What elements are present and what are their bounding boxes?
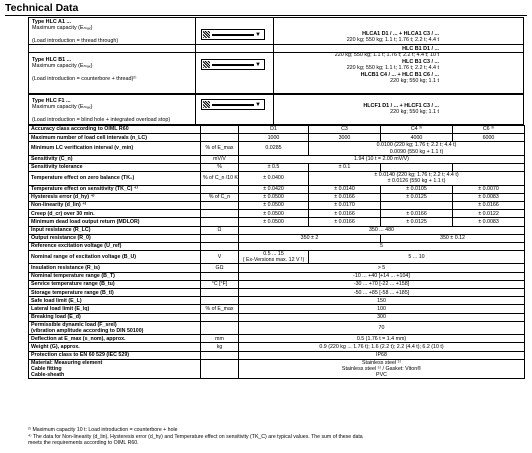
spec-unit: % of C_n: [201, 193, 239, 201]
footnote-4-cont: meets the requirements according to OIML R60.: [28, 440, 139, 446]
spec-row: [29, 126, 525, 134]
spec-row: [29, 297, 525, 305]
spec-label: Insulation resistance (R_is): [29, 264, 201, 272]
spec-label: Temperature effect on zero balance (TK₀): [29, 172, 201, 185]
spec-row: [29, 321, 525, 334]
spec-label: Service temperature range (B_tu): [29, 280, 201, 288]
spec-value: C4 ³⁾: [381, 126, 453, 134]
spec-value: ± 0.0140 (220 kg; 1.76 t; 2.2 t; 4.4 t) ± 0.0126 (550 kg + 1.1 t): [309, 172, 525, 185]
spec-value: IP68: [239, 351, 525, 359]
spec-label: Protection class to EN 60 529 (IEC 529): [29, 351, 201, 359]
spec-value: -30 ... +70 [-22 ... +158]: [239, 280, 525, 288]
footnote-4: ⁴⁾ The data for Non-linearity (d_lin), Hysteresis error (d_hy) and Temperature effect on sensitivity (TK_C) are typical values. The sum of these data: [28, 434, 363, 440]
spec-value: 350 ... 480: [239, 226, 525, 234]
spec-label: Hysteresis error (d_hy) ⁴⁾: [29, 193, 201, 201]
spec-label: Nominal range of excitation voltage (B_U): [29, 251, 201, 264]
spec-label: Deflection at E_max (s_nom), approx.: [29, 335, 201, 343]
spec-value: 0.5 (1.76 t = 1.4 mm): [239, 335, 525, 343]
spec-value: 1000: [239, 134, 309, 142]
spec-row: [29, 201, 525, 209]
spec-row: [29, 351, 525, 359]
spec-value: 6000: [453, 134, 525, 142]
spec-unit: Ω: [201, 226, 239, 234]
spec-value: [381, 163, 453, 171]
spec-row: [29, 142, 525, 155]
spec-unit: [201, 313, 239, 321]
spec-value: ± 0.5: [239, 163, 309, 171]
spec-unit: kg: [201, 343, 239, 351]
spec-value: 3000: [309, 134, 381, 142]
spec-row: [29, 335, 525, 343]
spec-unit: [201, 218, 239, 226]
cell-drawing-a1: ▼: [201, 29, 265, 40]
spec-value: ± 0.0166: [381, 210, 453, 218]
spec-unit: [201, 201, 239, 209]
spec-unit: % of C_n /10 K: [201, 172, 239, 185]
spec-unit: °C [°F]: [201, 280, 239, 288]
spec-row: [29, 280, 525, 288]
type-b1-left: Type HLC B1 ... Maximum capacity (Eₘₐₓ) (Load introduction = counterbore + thread)²⁾: [32, 57, 137, 83]
spec-value: 350 ± 0.12: [381, 234, 525, 242]
type-a1-left: Type HLC A1 ... Maximum capacity (Eₘₐₓ) (Load introduction = thread through): [32, 19, 119, 45]
spec-label: Nominal temperature range (B_T): [29, 272, 201, 280]
spec-row: [29, 234, 525, 242]
spec-value: ± 0.0500: [239, 201, 309, 209]
type-box-b1: [28, 44, 524, 94]
spec-value: Stainless steel ⁵⁾ Stainless steel ⁵⁾ / Gasket: Viton® PVC: [239, 359, 525, 379]
spec-value: 150: [239, 297, 525, 305]
spec-value: ± 0.0500: [239, 193, 309, 201]
title-rule: [5, 15, 527, 16]
spec-value: 70: [239, 321, 525, 334]
spec-value: 0.9 (220 kg ... 1.76 t); 1.6 (2.2 t); 2.2 (4.4 t); 6.2 (10 t): [239, 343, 525, 351]
spec-unit: [201, 210, 239, 218]
spec-unit: [201, 126, 239, 134]
spec-value: 300: [239, 313, 525, 321]
spec-value: C3: [309, 126, 381, 134]
spec-label: Creep (d_cr) over 30 min.: [29, 210, 201, 218]
spec-label: Lateral load limit (E_lq): [29, 305, 201, 313]
spec-value: ± 0.0170: [309, 201, 381, 209]
spec-value: ± 0.0125: [381, 218, 453, 226]
spec-unit: mV/V: [201, 155, 239, 163]
spec-unit: % of E_max: [201, 305, 239, 313]
type-f1-right: HLCF1 D1 / ... + HLCF1 C3 / ... 220 kg; 550 kg; 1.1 t: [363, 103, 439, 116]
spec-value: -50 ... +85 [-58 ... +185]: [239, 289, 525, 297]
spec-value: ± 0.0122: [453, 210, 525, 218]
spec-row: [29, 210, 525, 218]
spec-unit: V: [201, 251, 239, 264]
spec-row: [29, 226, 525, 234]
page-title: Technical Data: [5, 2, 79, 14]
spec-unit: % of E_max: [201, 142, 239, 155]
spec-row: [29, 242, 525, 250]
spec-value: -10 ... +40 [+14 ... +104]: [239, 272, 525, 280]
footnote-2: ²⁾ Maximum capacity 10 t: Load introduction = counterbore + hole: [28, 427, 178, 433]
spec-unit: [201, 234, 239, 242]
spec-unit: [201, 351, 239, 359]
spec-row: [29, 163, 525, 171]
spec-label: Sensitivity (C_n): [29, 155, 201, 163]
spec-value: 5: [239, 242, 525, 250]
spec-label: Minimum dead load output return (MDLOR): [29, 218, 201, 226]
spec-label: Material: Measuring element Cable fitting Cable-sheath: [29, 359, 201, 379]
spec-row: [29, 134, 525, 142]
spec-value: ± 0.0140: [309, 185, 381, 193]
spec-value: ± 0.0500: [239, 218, 309, 226]
cell-drawing-f1: ▼: [201, 99, 265, 110]
type-box-f1: [28, 94, 524, 125]
spec-value: ± 0.0105: [381, 185, 453, 193]
spec-value: 4000: [381, 134, 453, 142]
spec-row: [29, 185, 525, 193]
spec-value: C6 ³⁾: [453, 126, 525, 134]
spec-value: ± 0.0166: [309, 218, 381, 226]
spec-row: [29, 313, 525, 321]
spec-value: D1: [239, 126, 309, 134]
type-a1-right: HLCA1 D1 / ... + HLCA1 C3 / ... 220 kg; 550 kg; 1.1 t; 1.76 t; 2.2 t; 4.4 t: [346, 31, 439, 44]
spec-label: Accuracy class according to OIML R60: [29, 126, 201, 134]
spec-row: [29, 218, 525, 226]
spec-value: ± 0.0083: [453, 193, 525, 201]
spec-label: Safe load limit (E_L): [29, 297, 201, 305]
spec-value: [381, 201, 453, 209]
spec-unit: [201, 359, 239, 379]
spec-label: Permissible dynamic load (F_srel) (vibration amplitude according to DIN 50100): [29, 321, 201, 334]
spec-label: Maximum number of load cell intervals (n_LC): [29, 134, 201, 142]
spec-label: Minimum LC verification interval (v_min): [29, 142, 201, 155]
spec-label: Breaking load (E_d): [29, 313, 201, 321]
spec-value: ± 0.0500: [239, 210, 309, 218]
spec-row: [29, 155, 525, 163]
spec-row: [29, 343, 525, 351]
spec-value: ± 0.0166: [453, 201, 525, 209]
spec-unit: [201, 242, 239, 250]
spec-value: 5 ... 10: [309, 251, 525, 264]
spec-unit: [201, 272, 239, 280]
type-b1-right: HLC B1 D1 / ... 220 kg; 550 kg; 1.1 t; 1.76 t; 2.2 t; 4.4 t; 10 t HLC B1 C3 / ... 220 kg; 550 kg; 1.1 t; 1.76 t; 2.2 t; 4.4 t HLCB1 C4 / ... + HLC B1 C6 / ... 220 kg; 550 kg; 1.1 t: [334, 46, 439, 85]
spec-value: 0.5 ... 15 ( Ex-Versions max. 12 V !): [239, 251, 309, 264]
spec-label: Output resistance (R_0): [29, 234, 201, 242]
spec-unit: GΩ: [201, 264, 239, 272]
spec-value: 350 ± 2: [239, 234, 381, 242]
spec-unit: [201, 297, 239, 305]
spec-row: [29, 289, 525, 297]
spec-value: [453, 163, 525, 171]
spec-value: ± 0.0083: [453, 218, 525, 226]
spec-label: Sensitivity tolerance: [29, 163, 201, 171]
spec-label: Temperature effect on sensitivity (TK_C) ⁴⁾: [29, 185, 201, 193]
spec-value: ± 0.1: [309, 163, 381, 171]
spec-label: Non-linearity (d_lin) ⁴⁾: [29, 201, 201, 209]
spec-row: [29, 272, 525, 280]
spec-label: Storage temperature range (B_tl): [29, 289, 201, 297]
spec-unit: mm: [201, 335, 239, 343]
spec-table: [28, 125, 525, 379]
spec-value: 1.94 (10 t = 2.00 mV/V): [239, 155, 525, 163]
spec-row: [29, 264, 525, 272]
spec-value: ± 0.0125: [381, 193, 453, 201]
spec-row: [29, 305, 525, 313]
spec-row: [29, 172, 525, 185]
spec-value: ± 0.0166: [309, 193, 381, 201]
spec-row: [29, 251, 525, 264]
spec-value: 0.0100 (220 kg; 1.76 t; 2.2 t; 4.4 t) 0.0090 (550 kg + 1.1 t): [309, 142, 525, 155]
spec-value: ± 0.0070: [453, 185, 525, 193]
spec-unit: %: [201, 163, 239, 171]
type-f1-left: Type HLC F1 ... Maximum capacity (Eₘₐₓ) (Load introduction = blind hole + integrated overload stop): [32, 98, 171, 124]
spec-value: 100: [239, 305, 525, 313]
spec-value: ± 0.0400: [239, 172, 309, 185]
spec-unit: [201, 134, 239, 142]
spec-label: Input resistance (R_LC): [29, 226, 201, 234]
spec-row: [29, 193, 525, 201]
spec-value: ± 0.0166: [309, 210, 381, 218]
cell-drawing-b1: ▼: [201, 59, 265, 70]
spec-unit: [201, 321, 239, 334]
spec-value: 0.0285: [239, 142, 309, 155]
spec-label: Reference excitation voltage (U_ref): [29, 242, 201, 250]
spec-value: ± 0.0420: [239, 185, 309, 193]
spec-unit: [201, 185, 239, 193]
spec-value: > 5: [239, 264, 525, 272]
spec-unit: [201, 289, 239, 297]
spec-label: Weight (G), approx.: [29, 343, 201, 351]
spec-row: [29, 359, 525, 379]
